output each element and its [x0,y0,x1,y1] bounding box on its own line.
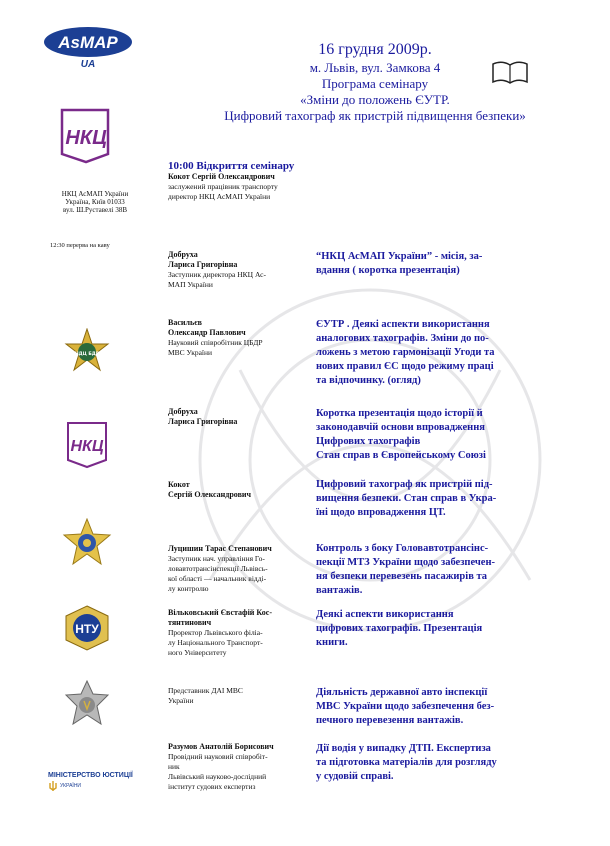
speaker-position: ловавтотрансінспекції Львівсь- [168,564,268,573]
speaker-name: Луцишин Тарас Степанович [168,544,272,553]
topic-line: цифрових тахографів. Презентація [316,623,483,634]
topic-line: ложень з метою гармонізації Угоди та [316,347,495,358]
speaker-name: Кокот Сергій Олександрович [168,172,275,181]
topic-line: Діяльність державної авто інспекції [316,687,488,698]
talk-4-topic [316,478,540,520]
topic-line: Деякі аспекти використання [316,609,454,620]
topic-line: МВС України щодо забезпечення без- [316,701,495,712]
speaker-name: тянтинович [168,618,212,627]
ministry-logo-text: МІНІСТЕРСТВО ЮСТИЦІЇ [48,772,133,779]
break-time: 12:30 перерва на каву [50,242,110,249]
talk-7-topic [316,686,540,728]
seminar-date: 16 грудня 2009р. [318,41,432,58]
topic-line: книги. [316,637,348,648]
ndc-emblem-text: НДЦ БДР [74,352,100,357]
ministry-logo-sub: УКРАЇНИ [60,783,82,789]
speaker-name: Сергій Олександрович [168,490,252,499]
nkc-small-logo [64,418,110,470]
speaker-position: України [168,696,194,705]
topic-line: Цифрових тахографів [316,436,421,447]
topic-line: Коротка презентація щодо історії й [316,408,483,419]
transport-inspection-emblem-icon [62,518,112,566]
speaker-name: Лариса Григорівна [168,417,238,426]
speaker-position: кої області — начальник відді- [168,574,267,583]
speaker-position: Провідний науковий співробіт- [168,752,268,761]
seminar-address: м. Львів, вул. Замкова 4 [309,60,441,75]
speaker-position: Заступник нач. управління Го- [168,554,265,563]
topic-line: аналогових тахографів. Зміни до по- [316,333,489,344]
program-title: Програма семінару [321,76,429,91]
speaker-position: заслужений працівник транспорту [168,182,278,191]
speaker-position: Заступник директора НКЦ Ас- [168,270,267,279]
asmap-logo [42,24,134,70]
speaker-position: лу контролю [168,584,209,593]
topic-line: Цифровий тахограф як пристрій під- [316,479,493,490]
talk-4-speaker [168,480,308,500]
speaker-position: МВС України [168,348,213,357]
topic-line: та відпочинку. (огляд) [316,375,421,386]
speaker-position: ного Університету [168,648,227,657]
address-line: Україна, Київ 01033 [65,198,125,206]
talk-3-speaker [168,407,308,427]
speaker-name: Кокот [168,480,190,489]
speaker-name: Васильєв [168,318,202,327]
talk-6-topic [316,608,540,650]
ntu-emblem-icon [62,604,112,652]
nkc-small-logo-text: НКЦ [70,438,104,455]
talk-6-speaker [168,608,308,658]
talk-5-topic [316,542,540,598]
speaker-position: ник [168,762,180,771]
topic-line: печного перевезення вантажів. [316,715,464,726]
topic-line: їні щодо впровадження ЦТ. [316,507,446,518]
talk-8-topic [316,742,540,784]
open-book-icon [490,58,530,86]
speaker-name: Добруха [168,250,198,259]
speaker-position: Представник ДАІ МВС [168,686,243,695]
talk-1-speaker [168,250,308,290]
topic-line: вантажів. [316,585,363,596]
talk-2-topic [316,318,540,388]
topic-line: Контроль з боку Головавтотрансінс- [316,543,489,554]
address-line: вул. Ш.Руставелі 38В [62,206,128,214]
speaker-position: лу Національного Транспорт- [168,638,263,647]
speaker-name: Олександр Павлович [168,328,246,337]
opening-title: 10:00 Відкриття семінару [168,160,295,172]
topic-line: законодавчій основи впровадження [316,422,485,433]
speaker-name: Вільковський Євстафій Кос- [168,608,273,617]
speaker-position: МАП України [168,280,213,289]
seminar-theme-line-2: Цифровий тахограф як пристрій підвищення безпеки» [224,108,526,123]
topic-line: та підготовка матеріалів для розгляду [316,757,497,768]
topic-line: ня безпеки перевезень пасажирів та [316,571,488,582]
asmap-logo-text: AsMAP [58,33,118,52]
speaker-name: Добруха [168,407,198,416]
topic-line: “НКЦ АсМАП України” - місія, за- [316,251,483,262]
topic-line: ЄУТР . Деякі аспекти використання [316,319,490,330]
ministry-of-justice-logo [48,772,133,792]
speaker-position: Львівський науково-дослідний [168,772,267,781]
seminar-theme-line-1: «Зміни до положень ЄУТР. [300,92,450,107]
talk-3-topic [316,407,540,463]
dai-badge-icon [64,680,110,730]
nkc-logo-text: НКЦ [65,127,107,149]
nkc-logo [58,104,114,166]
speaker-position: директор НКЦ АсМАП України [168,192,271,201]
speaker-position: Проректор Львівського філіа- [168,628,263,637]
ntu-emblem-text: НТУ [75,622,99,636]
speaker-name: Разумов Анатолій Борисович [168,742,274,751]
asmap-logo-sub: UA [80,59,96,70]
speaker-position: Науковий співробітник ЦБДР [168,338,263,347]
left-address [40,190,150,214]
topic-line: вдання ( коротка презентація) [316,265,460,276]
trident-icon [48,780,58,792]
topic-line: вищення безпеки. Стан справ в Укра- [316,493,497,504]
speaker-position: інститут судових експертиз [168,782,256,791]
topic-line: Стан справ в Європейському Союзі [316,450,486,461]
talk-5-speaker [168,544,308,594]
topic-line: пекції МТЗ України щодо забезпечен- [316,557,496,568]
opening-block [168,160,368,202]
speaker-name: Лариса Григорівна [168,260,238,269]
address-line: НКЦ АсМАП України [61,190,129,198]
talk-8-speaker [168,742,308,792]
talk-2-speaker [168,318,308,358]
talk-1-topic [316,250,540,278]
talk-7-speaker [168,686,308,706]
topic-line: Дії водія у випадку ДТП. Експертиза [316,743,491,754]
topic-line: нових правил ЄС щодо режиму праці [316,361,494,372]
topic-line: у судовій справі. [316,771,394,782]
ndc-bdr-star-icon [64,328,110,374]
